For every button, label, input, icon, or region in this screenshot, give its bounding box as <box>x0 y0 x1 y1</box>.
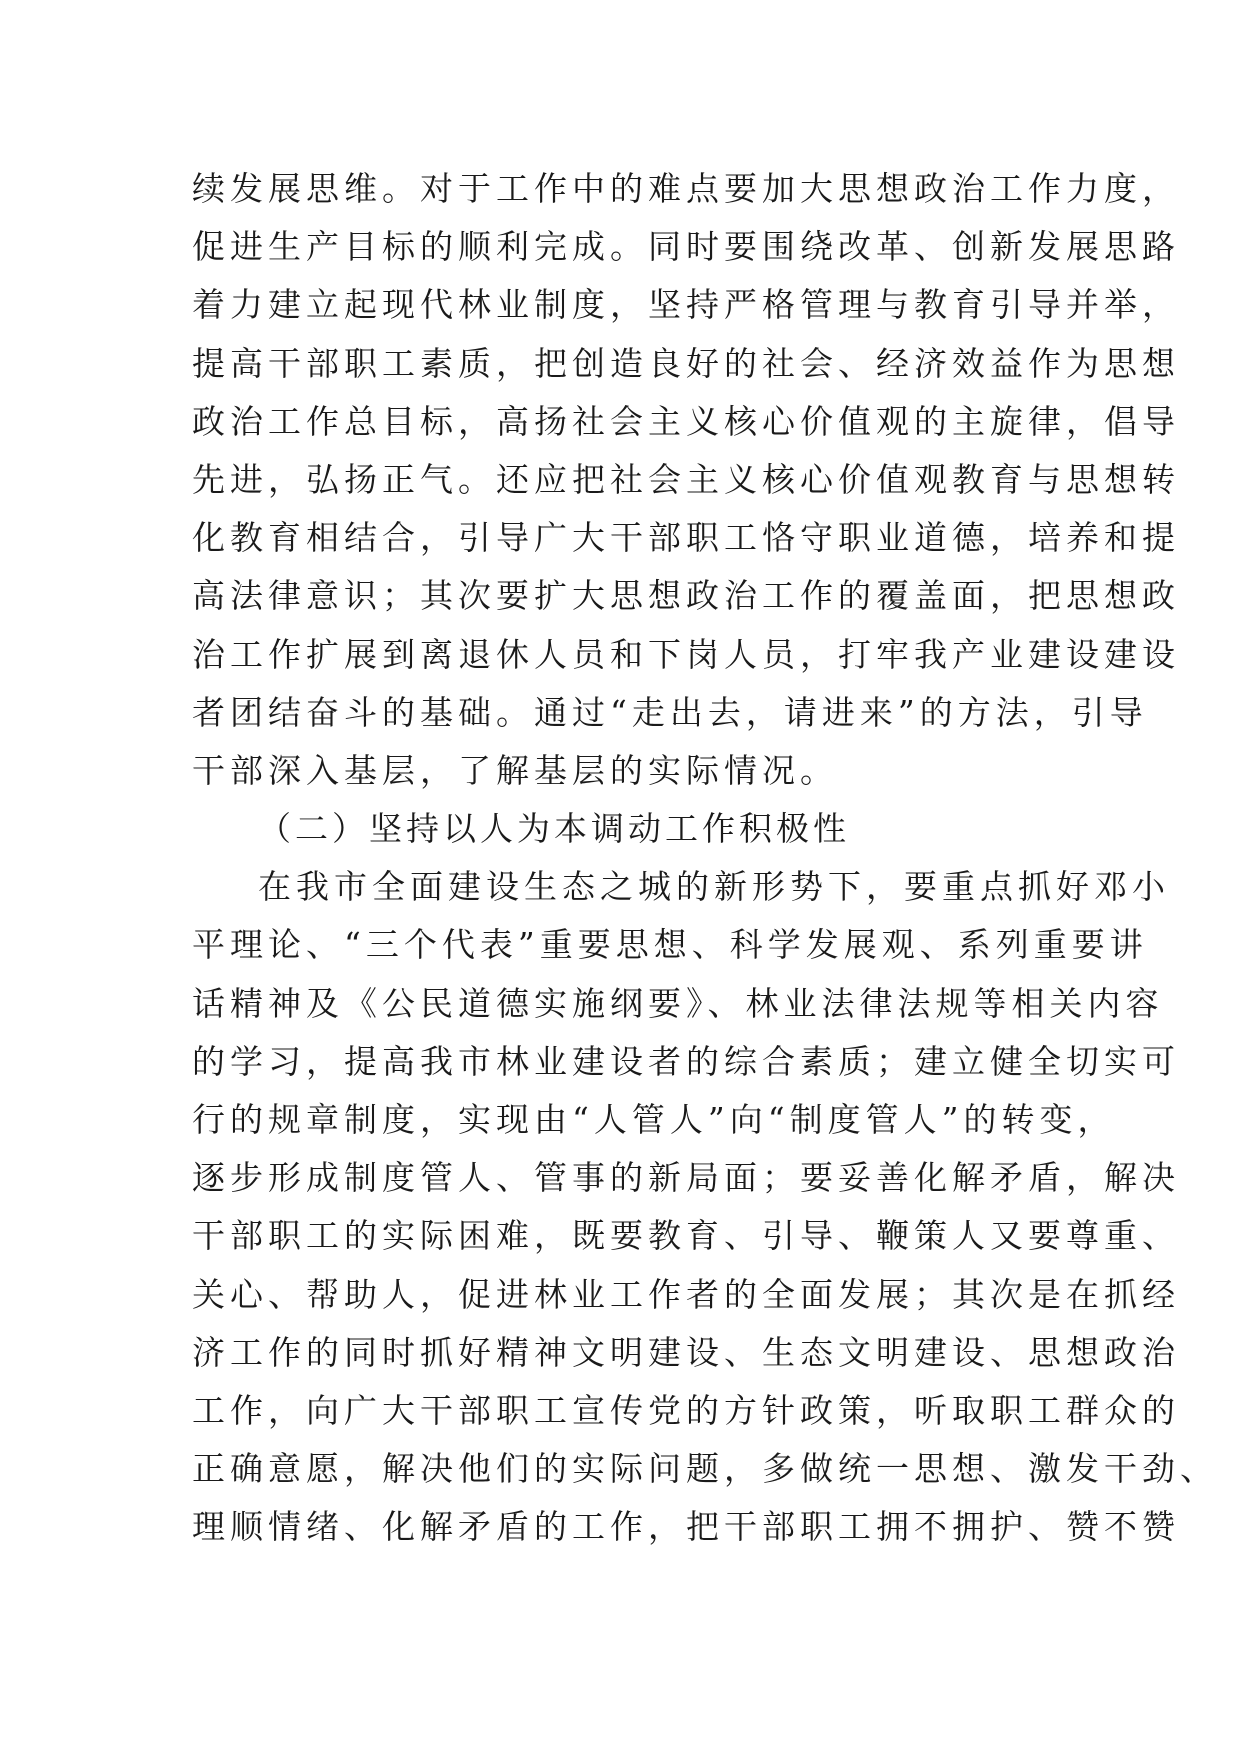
text-line: 干部深入基层，了解基层的实际情况。 <box>192 750 838 790</box>
text-line: 关心、帮助人，促进林业工作者的全面发展；其次是在抓经 <box>192 1274 1180 1314</box>
text-line: 工作，向广大干部职工宣传党的方针政策，听取职工群众的 <box>192 1390 1180 1430</box>
text-line: 平理论、“三个代表”重要思想、科学发展观、系列重要讲 <box>192 925 1148 965</box>
text-line: 行的规章制度，实现由“人管人”向“制度管人”的转变， <box>192 1100 1116 1139</box>
text-line: 治工作扩展到离退休人员和下岗人员，打牢我产业建设建设 <box>192 634 1180 674</box>
text-line: 话精神及《公民道德实施纲要》、林业法律法规等相关内容 <box>192 983 1164 1023</box>
body-text <box>192 160 1218 1557</box>
text-line: 的学习，提高我市林业建设者的综合素质；建立健全切实可 <box>192 1041 1180 1081</box>
text-line: 促进生产目标的顺利完成。同时要围绕改革、创新发展思路 <box>192 227 1180 267</box>
text-line: 先进，弘扬正气。还应把社会主义核心价值观教育与思想转 <box>192 459 1180 499</box>
text-line: 提高干部职工素质，把创造良好的社会、经济效益作为思想 <box>192 343 1180 383</box>
text-line: 高法律意识；其次要扩大思想政治工作的覆盖面，把思想政 <box>192 576 1180 616</box>
text-line: 政治工作总目标，高扬社会主义核心价值观的主旋律，倡导 <box>192 401 1180 441</box>
text-line: 在我市全面建设生态之城的新形势下，要重点抓好邓小 <box>258 867 1170 907</box>
text-line: 干部职工的实际困难，既要教育、引导、鞭策人又要尊重、 <box>192 1216 1180 1256</box>
paragraph-2 <box>192 858 1218 1556</box>
text-line: 济工作的同时抓好精神文明建设、生态文明建设、思想政治 <box>192 1332 1180 1372</box>
text-line: 逐步形成制度管人、管事的新局面；要妥善化解矛盾，解决 <box>192 1158 1180 1198</box>
text-line: 化教育相结合，引导广大干部职工恪守职业道德，培养和提 <box>192 518 1180 558</box>
section-heading: （二）坚持以人为本调动工作积极性 <box>258 809 850 849</box>
text-line: 者团结奋斗的基础。通过“走出去，请进来”的方法，引导 <box>192 692 1148 732</box>
text-line: 续发展思维。对于工作中的难点要加大思想政治工作力度， <box>192 169 1180 208</box>
text-line: 着力建立起现代林业制度，坚持严格管理与教育引导并举， <box>192 285 1180 325</box>
text-line: 理顺情绪、化解矛盾的工作，把干部职工拥不拥护、赞不赞 <box>192 1507 1180 1547</box>
text-line: 正确意愿，解决他们的实际问题，多做统一思想、激发干劲、 <box>192 1449 1218 1489</box>
paragraph-1 <box>192 160 1180 800</box>
